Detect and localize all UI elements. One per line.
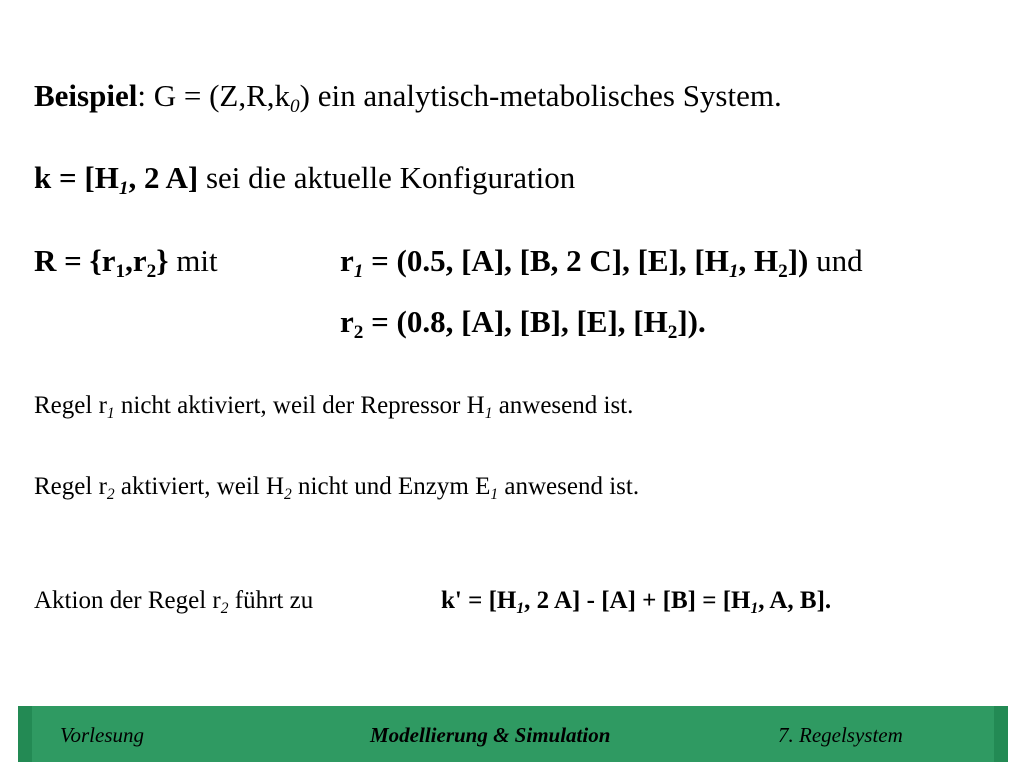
example-label: Beispiel (34, 78, 138, 113)
footer-inner-panel (32, 706, 994, 762)
rule-r2-status: Regel $r_2$ aktiviert, weil $H_2$ nicht und Enzym $E_1$ anwesend ist. (34, 473, 640, 503)
rule-r2-definition: $r_2 = (0.8$, [A], [B], [E], $[H_2]$). (340, 304, 706, 344)
rule-r1-definition: $r_1 = (0.5$, [A], [B, 2 C], [E], [$H_1$, $H_2$]) und (340, 243, 863, 283)
rule-r1-status: Regel $r_1$ nicht aktiviert, weil der Repressor $H_1$ anwesend ist. (34, 392, 634, 422)
footer-course-title: Modellierung & Simulation (370, 723, 611, 747)
footer-lecture-label: Vorlesung (60, 723, 144, 747)
rule-set-definition: $R = \{r_1,r_2\}$ mit (34, 243, 218, 283)
footer-bar (18, 706, 1008, 762)
configuration-line: $k = [H_1$, 2 A] sei die aktuelle Konfiguration (34, 160, 576, 200)
example-heading: Beispiel: $G = (Z,R,k_0)$ ein analytisch-metabolisches System. (34, 78, 782, 118)
footer-chapter-label: 7. Regelsystem (778, 723, 903, 747)
action-description: Aktion der Regel $r_2$ führt zu (34, 587, 314, 617)
action-result: $k' = [H_1$, 2 $A] - [A] + [B] = [H_1$, A, B]. (441, 587, 832, 617)
